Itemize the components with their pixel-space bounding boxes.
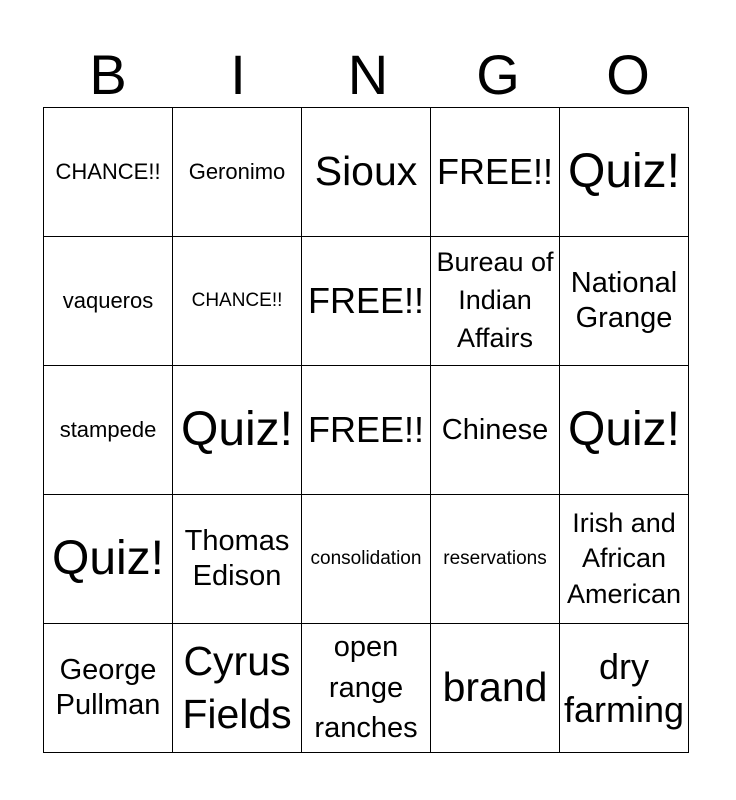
- header-letter-b: B: [89, 43, 127, 106]
- bingo-cell[interactable]: [302, 495, 431, 624]
- bingo-cell[interactable]: [302, 108, 431, 237]
- bingo-cell[interactable]: [431, 624, 560, 753]
- bingo-cell[interactable]: [302, 624, 431, 753]
- bingo-cell[interactable]: [560, 624, 689, 753]
- bingo-cell[interactable]: [560, 366, 689, 495]
- bingo-cell[interactable]: [302, 366, 431, 495]
- cell-text: brand: [442, 664, 548, 711]
- bingo-cell[interactable]: [431, 237, 560, 366]
- header-letter-i: I: [230, 43, 246, 106]
- cell-text: Quiz!: [567, 145, 681, 199]
- cell-text: stampede: [59, 417, 157, 443]
- cell-text: National Grange: [570, 267, 678, 334]
- cell-text: Chinese: [441, 413, 549, 446]
- header-letter-g: G: [476, 43, 520, 106]
- bingo-cell[interactable]: [560, 237, 689, 366]
- cell-text: Irish and African American: [566, 508, 682, 609]
- header-letter-n: N: [347, 43, 389, 106]
- cell-text: consolidation: [310, 548, 422, 570]
- cell-text: Quiz!: [180, 403, 294, 457]
- cell-text: reservations: [443, 548, 547, 570]
- cell-text: Bureau of Indian Affairs: [436, 247, 554, 353]
- cell-text: Cyrus Fields: [182, 637, 292, 737]
- bingo-board: [43, 107, 689, 753]
- cell-text: Quiz!: [51, 532, 165, 586]
- cell-text: FREE!!: [436, 151, 553, 193]
- cell-text: Geronimo: [188, 159, 286, 185]
- bingo-cell[interactable]: [173, 108, 302, 237]
- bingo-cell[interactable]: [44, 366, 173, 495]
- bingo-cell[interactable]: [173, 624, 302, 753]
- bingo-cell[interactable]: [173, 495, 302, 624]
- cell-text: dry farming: [563, 645, 685, 730]
- cell-text: Sioux: [314, 148, 418, 195]
- cell-text: FREE!!: [307, 280, 424, 322]
- cell-text: vaqueros: [62, 288, 154, 314]
- cell-text: Quiz!: [567, 403, 681, 457]
- bingo-cell[interactable]: [431, 366, 560, 495]
- bingo-cell[interactable]: [560, 495, 689, 624]
- bingo-cell[interactable]: [173, 366, 302, 495]
- bingo-cell[interactable]: [44, 495, 173, 624]
- header-letter-o: O: [606, 43, 650, 106]
- bingo-cell[interactable]: [431, 108, 560, 237]
- bingo-cell[interactable]: [44, 237, 173, 366]
- cell-text: CHANCE!!: [191, 290, 283, 312]
- bingo-cell[interactable]: [44, 624, 173, 753]
- bingo-cell[interactable]: [173, 237, 302, 366]
- bingo-header: [43, 44, 693, 106]
- cell-text: George Pullman: [55, 654, 161, 721]
- bingo-cell[interactable]: [44, 108, 173, 237]
- cell-text: Thomas Edison: [184, 525, 290, 592]
- bingo-cell[interactable]: [560, 108, 689, 237]
- cell-text: FREE!!: [307, 409, 424, 451]
- bingo-cell[interactable]: [302, 237, 431, 366]
- cell-text: open range ranches: [314, 631, 418, 745]
- bingo-cell[interactable]: [431, 495, 560, 624]
- cell-text: CHANCE!!: [55, 159, 161, 185]
